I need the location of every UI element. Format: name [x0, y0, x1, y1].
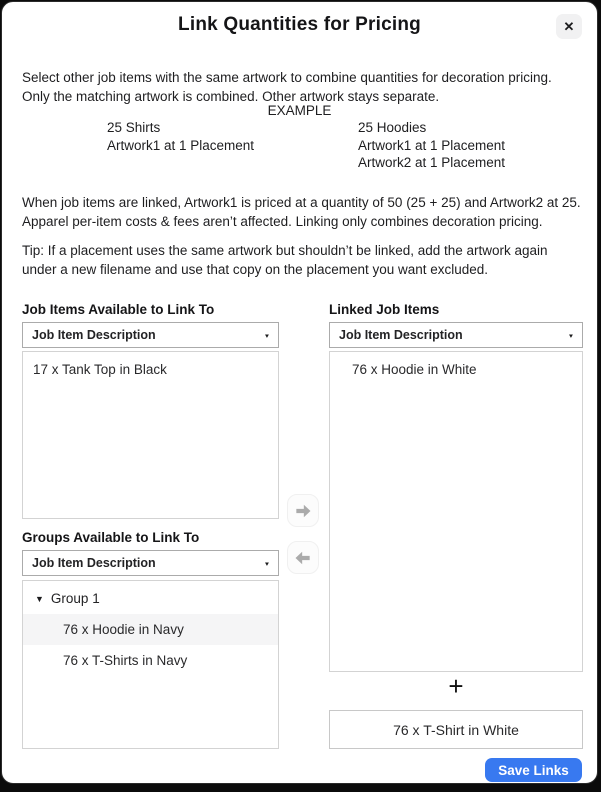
list-item[interactable]: 76 x Hoodie in Navy	[23, 614, 278, 645]
example-label: EXAMPLE	[267, 103, 332, 118]
pending-link-item-box[interactable]: 76 x T-Shirt in White	[329, 710, 583, 749]
intro-text: Select other job items with the same artwork to combine quantities for decoration pricing. Only the matching artwork is combined. Other artwork stays separate.	[22, 69, 552, 104]
linked-panel-heading: Linked Job Items	[329, 302, 440, 317]
arrow-right-icon	[293, 501, 313, 521]
arrow-left-icon	[293, 548, 313, 568]
example-line: 25 Shirts	[107, 120, 161, 135]
save-links-button[interactable]: Save Links	[485, 758, 582, 782]
list-item[interactable]: 17 x Tank Top in Black	[33, 362, 167, 377]
add-link-button[interactable]: +	[448, 671, 464, 701]
list-item[interactable]: 76 x T-Shirts in Navy	[63, 653, 188, 668]
group-label: Group 1	[50, 591, 100, 606]
available-column-dropdown[interactable]	[22, 322, 279, 348]
group-expand-icon: ▼	[35, 593, 44, 604]
chevron-down-icon: ▾	[264, 330, 269, 340]
dropdown-label: Job Item Description	[32, 328, 156, 342]
group-row[interactable]	[23, 581, 278, 614]
dropdown-label: Job Item Description	[32, 556, 156, 570]
example-left-column	[107, 119, 254, 154]
groups-list	[22, 580, 279, 749]
chevron-down-icon: ▾	[264, 558, 269, 568]
example-line: Artwork2 at 1 Placement	[358, 155, 506, 170]
move-right-button[interactable]	[287, 494, 319, 527]
example-line: 25 Hoodies	[358, 120, 427, 135]
dialog-title: Link Quantities for Pricing	[178, 14, 421, 35]
tip-text: Tip: If a placement uses the same artwork but shouldn’t be linked, add the artwork again under a new filename and use that copy on the placement you want excluded.	[22, 242, 548, 277]
groups-column-dropdown[interactable]	[22, 550, 279, 576]
close-icon: ✕	[563, 19, 575, 34]
available-panel-heading: Job Items Available to Link To	[22, 302, 215, 317]
linked-column-dropdown[interactable]	[329, 322, 583, 348]
dropdown-label: Job Item Description	[339, 328, 463, 342]
explanation-text: When job items are linked, Artwork1 is priced at a quantity of 50 (25 + 25) and Artwork2 at 25. Apparel per-item costs & fees aren’t affected. Linking only combines decoration pricing.	[22, 194, 581, 229]
link-quantities-dialog	[1, 1, 598, 784]
available-items-list	[22, 351, 279, 519]
close-button[interactable]	[556, 14, 582, 39]
chevron-down-icon: ▾	[568, 330, 573, 340]
list-item[interactable]: 76 x Hoodie in White	[352, 362, 477, 377]
linked-items-list	[329, 351, 583, 672]
example-right-column	[358, 119, 505, 172]
groups-panel-heading: Groups Available to Link To	[22, 530, 200, 545]
example-line: Artwork1 at 1 Placement	[107, 137, 255, 153]
move-left-button[interactable]	[287, 541, 319, 574]
example-line: Artwork1 at 1 Placement	[358, 137, 506, 153]
